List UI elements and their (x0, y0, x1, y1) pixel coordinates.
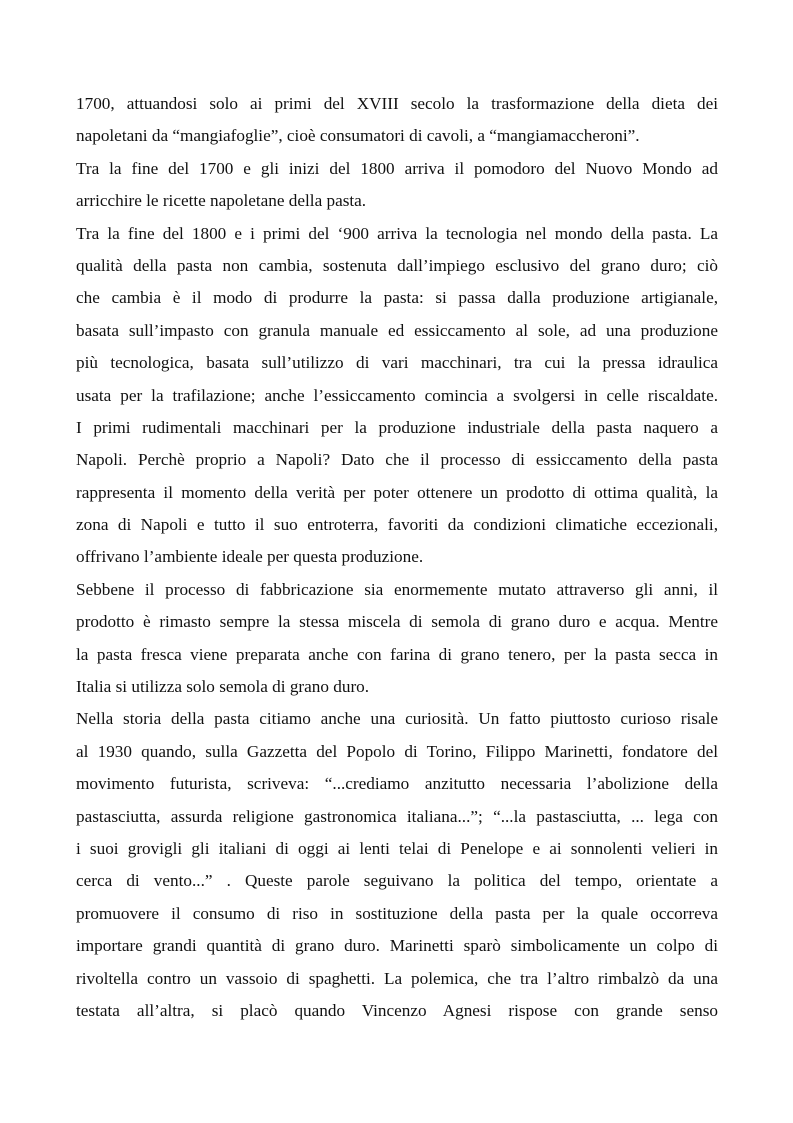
text-line: basata sull’impasto con granula manuale ed essiccamento al sole, ad una produzione (76, 320, 718, 340)
text-line: Tra la fine del 1700 e gli inizi del 1800 arriva il pomodoro del Nuovo Mondo ad (76, 158, 718, 178)
text-line: la pasta fresca viene preparata anche con farina di grano tenero, per la pasta secca in (76, 644, 718, 664)
text-line: rivoltella contro un vassoio di spaghetti. La polemica, che tra l’altro rimbalzò da una (76, 968, 718, 988)
text-line: napoletani da “mangiafoglie”, cioè consumatori di cavoli, a “mangiamaccheroni”. (76, 126, 640, 146)
text-line: Tra la fine del 1800 e i primi del ‘900 arriva la tecnologia nel mondo della pasta. La (76, 223, 718, 243)
document-page (76, 88, 718, 1027)
text-line: importare grandi quantità di grano duro. Marinetti sparò simbolicamente un colpo di (76, 936, 718, 956)
text-line: che cambia è il modo di produrre la pasta: si passa dalla produzione artigianale, (76, 288, 718, 308)
text-line: i suoi grovigli gli italiani di oggi ai lenti telai di Penelope e ai sonnolenti velieri in (76, 838, 718, 858)
text-line: Sebbene il processo di fabbricazione sia enormemente mutato attraverso gli anni, il (76, 579, 718, 599)
text-line: I primi rudimentali macchinari per la produzione industriale della pasta naquero a (76, 417, 718, 437)
text-line: al 1930 quando, sulla Gazzetta del Popolo di Torino, Filippo Marinetti, fondatore del (76, 741, 718, 761)
text-line: Italia si utilizza solo semola di grano duro. (76, 677, 370, 697)
text-line: prodotto è rimasto sempre la stessa miscela di semola di grano duro e acqua. Mentre (76, 612, 718, 632)
text-line: più tecnologica, basata sull’utilizzo di vari macchinari, tra cui la pressa idraulica (76, 353, 718, 373)
text-line: Napoli. Perchè proprio a Napoli? Dato che il processo di essiccamento della pasta (76, 450, 718, 470)
text-line: cerca di vento...” . Queste parole seguivano la politica del tempo, orientate a (76, 871, 718, 891)
body-text (76, 88, 718, 1027)
text-line: 1700, attuandosi solo ai primi del XVIII secolo la trasformazione della dieta dei (76, 94, 718, 113)
text-line: testata all’altra, si placò quando Vincenzo Agnesi rispose con grande senso (76, 1000, 718, 1020)
text-line: pastasciutta, assurda religione gastronomica italiana...”; “...la pastasciutta, ... lega con (76, 806, 718, 826)
text-line: usata per la trafilazione; anche l’essiccamento comincia a svolgersi in celle riscaldate. (76, 385, 718, 405)
text-line: Nella storia della pasta citiamo anche una curiosità. Un fatto piuttosto curioso risale (76, 709, 718, 729)
text-line: arricchire le ricette napoletane della pasta. (76, 191, 367, 211)
text-line: offrivano l’ambiente ideale per questa produzione. (76, 547, 424, 567)
text-line: movimento futurista, scriveva: “...crediamo anzitutto necessaria l’abolizione della (76, 774, 718, 794)
text-line: promuovere il consumo di riso in sostituzione della pasta per la quale occorreva (76, 903, 718, 923)
text-line: rappresenta il momento della verità per poter ottenere un prodotto di ottima qualità, la (76, 482, 718, 502)
text-line: zona di Napoli e tutto il suo entroterra, favoriti da condizioni climatiche eccezionali, (76, 515, 718, 535)
text-line: qualità della pasta non cambia, sostenuta dall’impiego esclusivo del grano duro; ciò (76, 255, 718, 275)
